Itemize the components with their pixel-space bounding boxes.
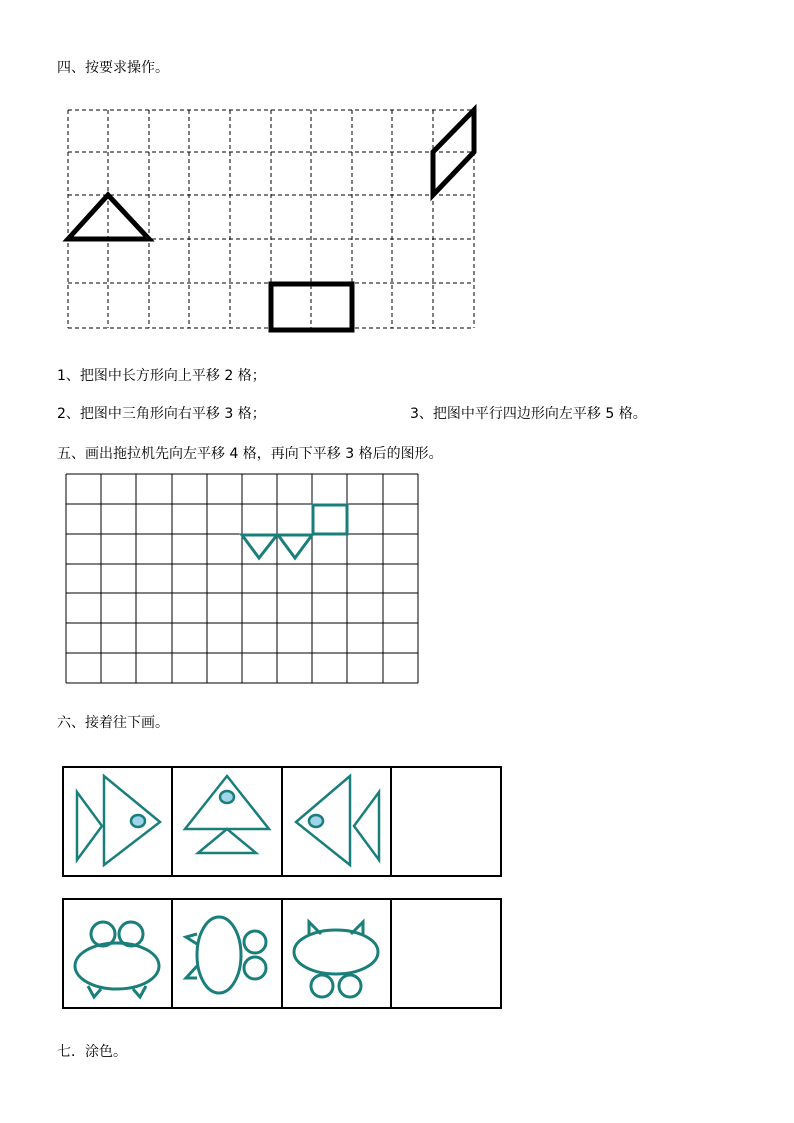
- fish-up-figure: [185, 776, 269, 853]
- fish-left-figure: [296, 776, 379, 865]
- turtle-right-figure: [186, 917, 266, 993]
- task2-text: 2、把图中三角形向右平移 3 格；: [57, 406, 266, 422]
- section5-heading: 五、画出拖拉机先向左平移 4 格，再向下平移 3 格后的图形。: [57, 446, 443, 462]
- turtle-down-figure: [294, 922, 378, 997]
- section4-heading: 四、按要求操作。: [57, 60, 169, 76]
- solid-grid: [66, 474, 418, 683]
- fish-right-figure: [77, 776, 160, 865]
- section7-heading: 七．涂色。: [57, 1044, 127, 1060]
- dashed-grid: [68, 110, 474, 328]
- triangle-shape: [68, 195, 149, 239]
- rectangle-shape: [271, 284, 352, 330]
- task1-text: 1、把图中长方形向上平移 2 格；: [57, 368, 266, 384]
- task3-text: 3、把图中平行四边形向左平移 5 格。: [410, 406, 647, 422]
- turtle-up-figure: [75, 922, 159, 997]
- tractor-shape: [242, 505, 347, 558]
- parallelogram-shape: [433, 110, 474, 195]
- section6-heading: 六、接着往下画。: [57, 715, 169, 731]
